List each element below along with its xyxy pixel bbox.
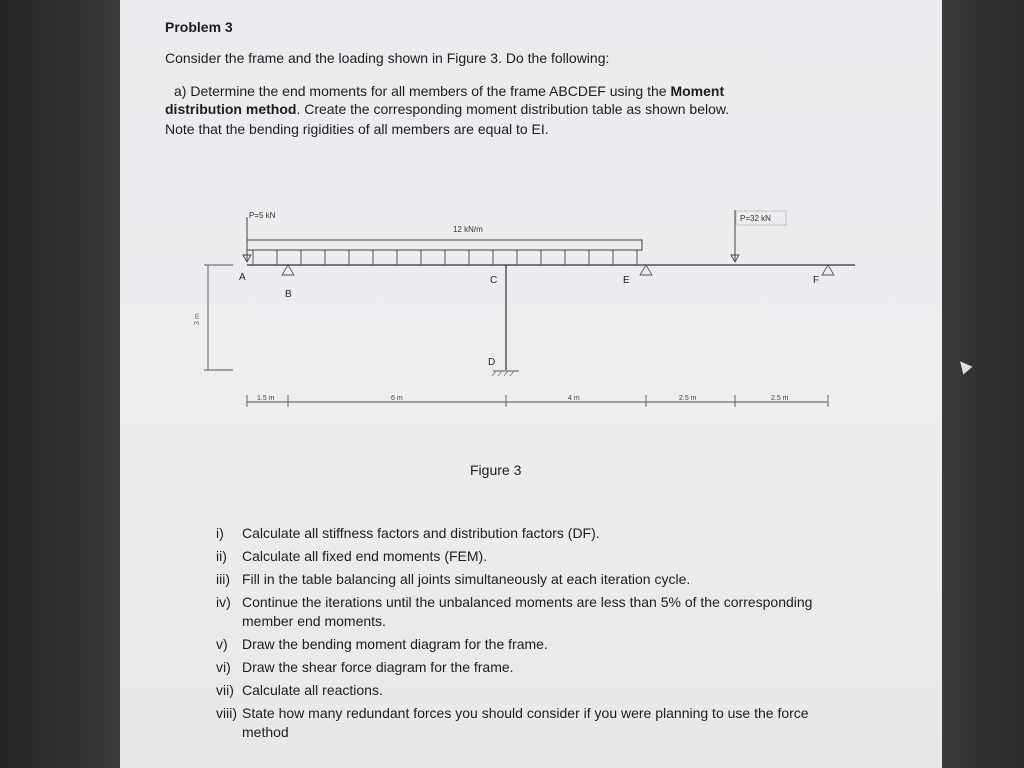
height-dim-label: 3 m [194, 313, 201, 325]
pin-support-f [822, 265, 834, 275]
task-number: v) [216, 636, 228, 652]
task-text: Calculate all stiffness factors and distribution factors (DF). [242, 525, 600, 541]
task-item [216, 635, 856, 654]
node-f-label: F [813, 275, 820, 286]
task-number: iv) [216, 594, 231, 610]
part-a-line-2 [165, 101, 729, 117]
task-number: vii) [216, 682, 234, 698]
part-a-bold-2: distribution method [165, 101, 297, 117]
dim-1-label: 1.5 m [257, 395, 275, 402]
load-p2-label: P=32 kN [740, 214, 771, 223]
part-a-line-1 [174, 83, 724, 99]
dim-3-label: 4 m [568, 395, 580, 402]
task-item [216, 704, 856, 742]
pin-support-b [282, 265, 294, 275]
task-item [216, 593, 856, 631]
paper-sheet [120, 0, 942, 768]
task-text: State how many redundant forces you should consider if you were planning to use the force method [242, 705, 809, 740]
dim-5-label: 2.5 m [771, 395, 789, 402]
background-left [0, 0, 120, 768]
dim-2-label: 6 m [391, 395, 403, 402]
task-text: Draw the bending moment diagram for the frame. [242, 636, 548, 652]
part-a-prefix: a) Determine the end moments for all members of the frame ABCDEF using the [174, 83, 671, 99]
task-text: Calculate all fixed end moments (FEM). [242, 548, 488, 564]
intro-text: Consider the frame and the loading shown in Figure 3. Do the following: [165, 50, 610, 66]
background-right [940, 0, 1024, 768]
task-item [216, 570, 856, 589]
task-item [216, 658, 856, 677]
task-item [216, 524, 856, 543]
task-number: vi) [216, 659, 231, 675]
part-a-rest: . Create the corresponding moment distribution table as shown below. [296, 101, 730, 117]
node-b-label: B [285, 289, 292, 300]
node-e-label: E [623, 275, 630, 286]
node-a-label: A [239, 272, 246, 283]
frame-figure [195, 195, 875, 425]
node-d-label: D [488, 357, 496, 368]
dim-4-label: 2.5 m [679, 395, 697, 402]
part-a-line-3: Note that the bending rigidities of all members are equal to EI. [165, 121, 549, 137]
load-p1-label: P=5 kN [249, 211, 276, 220]
task-number: i) [216, 525, 224, 541]
task-number: viii) [216, 705, 237, 721]
udl-label: 12 kN/m [453, 225, 483, 234]
task-item [216, 681, 856, 700]
figure-caption: Figure 3 [470, 462, 522, 478]
task-text: Continue the iterations until the unbalanced moments are less than 5% of the corresponding member end moments. [242, 594, 813, 629]
node-c-label: C [490, 275, 498, 286]
task-number: iii) [216, 571, 230, 587]
udl-load [247, 240, 642, 250]
task-list [216, 524, 856, 746]
task-text: Draw the shear force diagram for the frame. [242, 659, 514, 675]
task-text: Fill in the table balancing all joints simultaneously at each iteration cycle. [242, 571, 691, 587]
pin-support-e [640, 265, 652, 275]
task-text: Calculate all reactions. [242, 682, 383, 698]
task-number: ii) [216, 548, 227, 564]
problem-title: Problem 3 [165, 19, 233, 35]
udl-arrows [253, 250, 637, 265]
part-a-bold-1: Moment [670, 83, 725, 99]
task-item [216, 547, 856, 566]
